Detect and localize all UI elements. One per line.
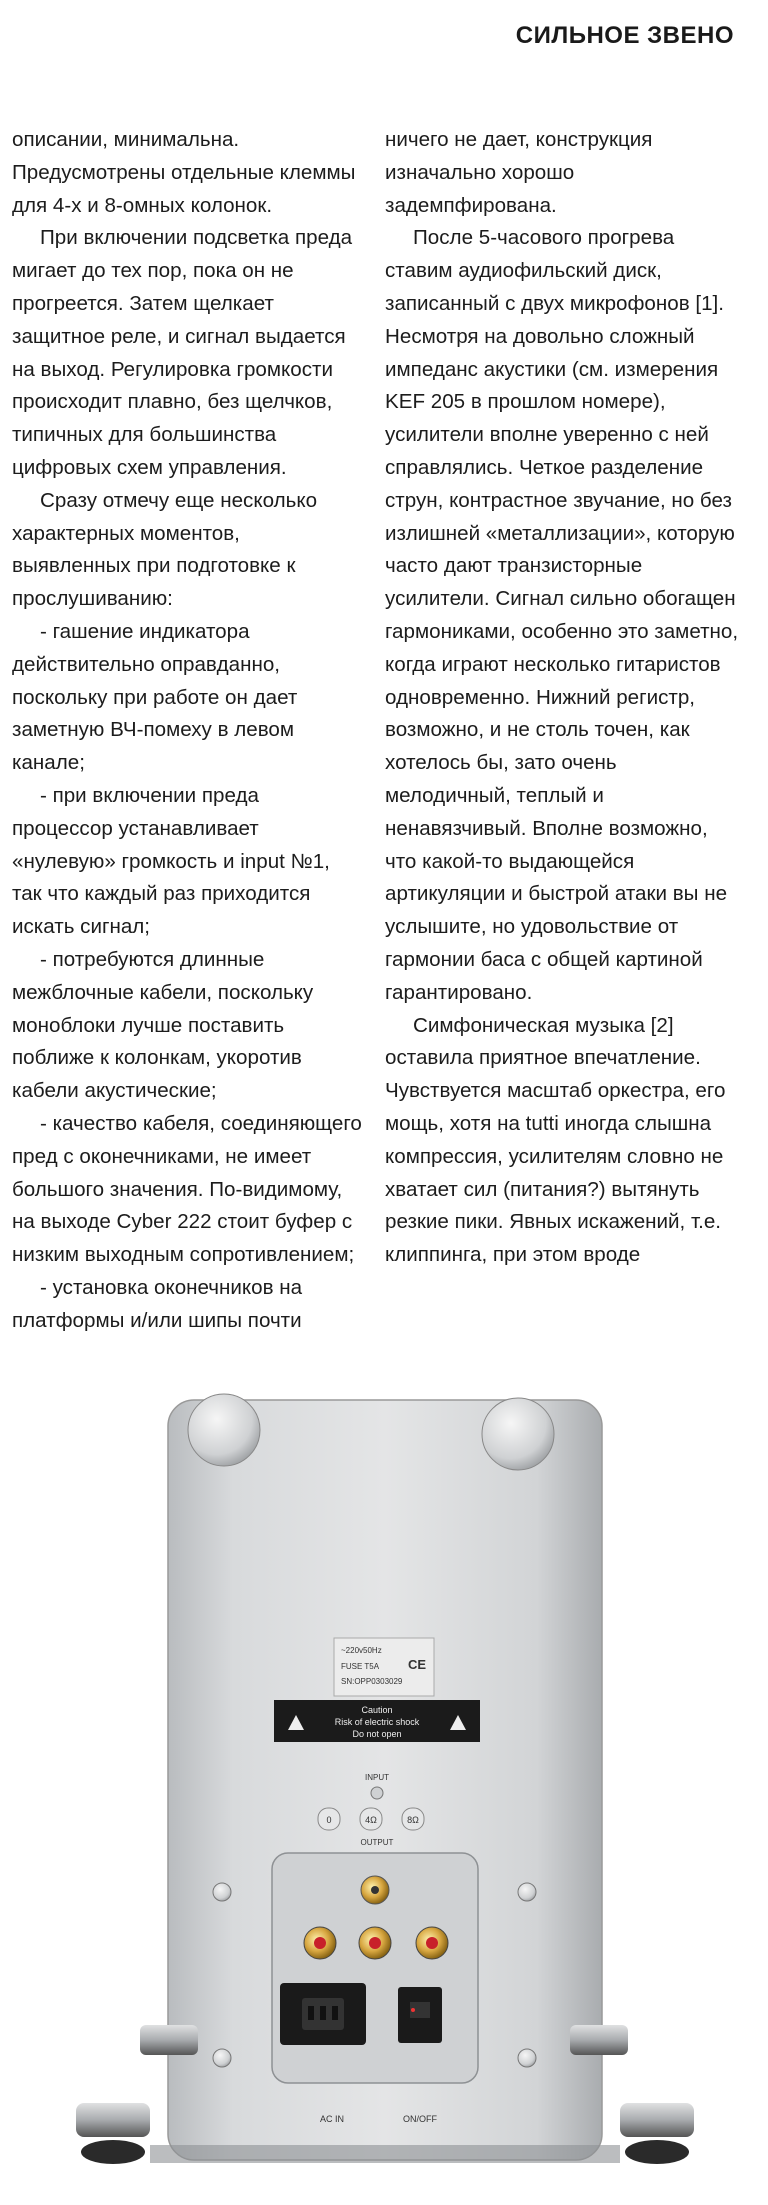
ac-in-label: AC IN (319, 2114, 345, 2124)
terminal-0: 0 (326, 1815, 332, 1825)
base-plate (150, 2145, 620, 2163)
spec-line-3: SN:OPP0303029 (341, 1677, 403, 1686)
spec-line-1: ~220v50Hz (341, 1646, 382, 1655)
left-column-paragraph: описании, минимальна. Предусмотрены отдельные клеммы для 4-х и 8-омных колонок. (12, 128, 356, 217)
foot-front-right (620, 2103, 694, 2137)
left-column-paragraph: - установка оконечников на платформы и/или шипы почти (12, 1275, 303, 1332)
caution-line-3: Do not open (352, 1729, 402, 1739)
right-column-paragraph: После 5-часового прогрева ставим аудиофильский диск, записанный с двух микрофонов [1]. Несмотря на довольно сложный импеданс акустики (см. измерения KEF 205 в прошлом номере), усилители вполне уверенно с ней справлялись. Четкое разделение струн, контрастное звучание, но без излишней «металлизации», которую часто дают транзисторные усилители. Сигнал сильно обогащен гармониками, особенно это заметно, когда играют несколько гитаристов одновременно. Нижний регистр, возможно, и не столь точен, как хотелось бы, зато очень мелодичный, теплый и ненавязчивый. Вполне возможно, что какой-то выдающейся артикуляции и быстрой атаки вы не услышите, но удовольствие от гармонии баса с общей картиной гарантировано. (385, 226, 739, 1004)
left-column-paragraph: При включении подсветка преда мигает до тех пор, пока он не прогреется. Затем щелкает защитное реле, и сигнал выдается на выход. Регулировка громкости происходит плавно, без щелчков, типичных для большинства цифровых схем управления. (12, 226, 353, 479)
spec-line-2: FUSE T5A (341, 1662, 380, 1671)
right-text-column (385, 124, 741, 1272)
output-label: OUTPUT (360, 1838, 394, 1847)
input-jack (371, 1787, 383, 1799)
ce-mark: CE (408, 1657, 427, 1672)
amplifier-rear-panel-illustration (0, 1370, 768, 2205)
top-right-knob (482, 1398, 554, 1470)
foot-rear-left (140, 2025, 198, 2055)
right-column-paragraph: ничего не дает, конструкция изначально хорошо задемпфирована. (385, 128, 653, 217)
foot-front-left (76, 2103, 150, 2137)
screw (518, 1883, 536, 1901)
terminal-8-ohm: 8Ω (407, 1815, 419, 1825)
left-column-paragraph: Сразу отмечу еще несколько характерных моментов, выявленных при подготовке к прослушиванию: (12, 488, 318, 611)
foot-rear-right (570, 2025, 628, 2055)
right-column-paragraph: Симфоническая музыка [2] оставила приятное впечатление. Чувствуется масштаб оркестра, его мощь, хотя на tutti иногда слышна компрессия, усилителям словно не хватает сил (питания?) вытянуть резкие пики. Явных искажений, т.е. клиппинга, при этом вроде (385, 1013, 726, 1267)
section-title: СИЛЬНОЕ ЗВЕНО (515, 22, 734, 49)
left-column-paragraph: - потребуются длинные межблочные кабели, поскольку моноблоки лучше поставить поближе к колонкам, укоротив кабели акустические; (12, 947, 314, 1103)
left-text-column (12, 124, 364, 1337)
left-column-paragraph: - при включении преда процессор устанавливает «нулевую» громкость и input №1, так что каждый раз приходится искать сигнал; (12, 783, 330, 939)
terminal-4-ohm: 4Ω (365, 1815, 377, 1825)
left-column-paragraph: - качество кабеля, соединяющего пред с оконечниками, не имеет большого значения. По-видимому, на выходе Cyber 222 стоит буфер с низким выходным сопротивлением; (12, 1111, 362, 1267)
screw (213, 2049, 231, 2067)
amplifier-photo (0, 1370, 768, 2205)
input-label: INPUT (365, 1773, 389, 1782)
screw (518, 2049, 536, 2067)
caution-line-2: Risk of electric shock (334, 1717, 420, 1727)
screw (213, 1883, 231, 1901)
left-column-paragraph: - гашение индикатора действительно оправданно, поскольку при работе он дает заметную ВЧ-помеху в левом канале; (12, 619, 298, 775)
caution-line-1: Caution (361, 1705, 393, 1715)
on-off-label: ON/OFF (403, 2114, 437, 2124)
top-left-knob (188, 1394, 260, 1466)
